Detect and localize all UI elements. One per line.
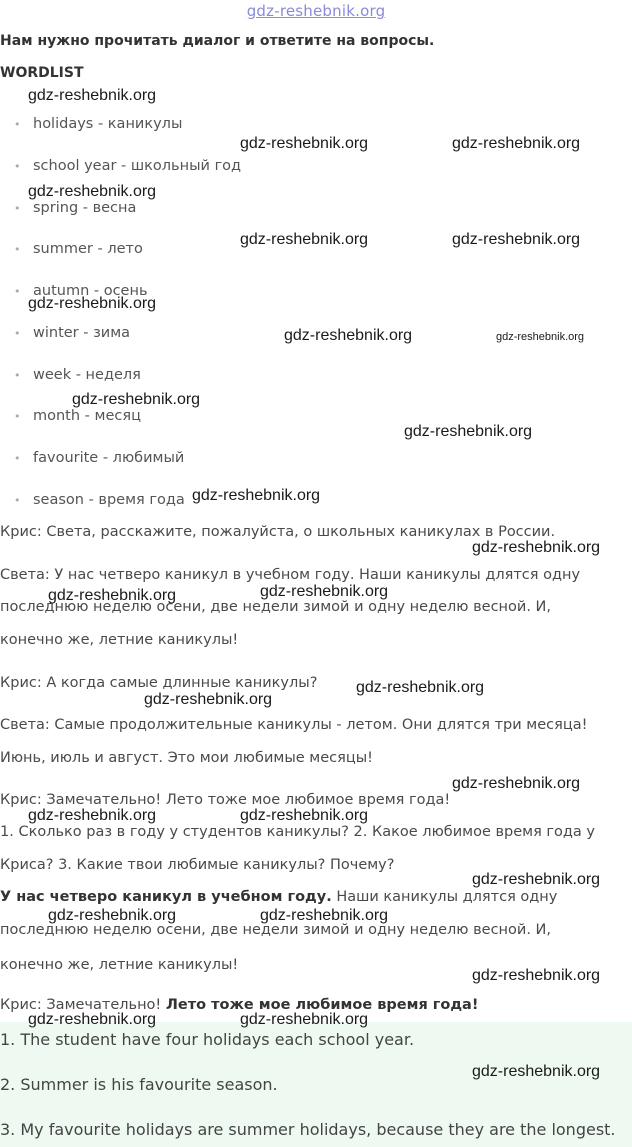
bullet-icon: • [14, 494, 21, 507]
wordlist-item-text: month - месяц [33, 408, 141, 424]
wordlist-item-text: school year - школьный год [33, 158, 242, 174]
wordlist-heading: WORDLIST [0, 65, 84, 81]
watermark: gdz-reshebnik.org [356, 679, 485, 696]
watermark: gdz-reshebnik.org [496, 331, 585, 343]
watermark: gdz-reshebnik.org [240, 231, 369, 248]
watermark: gdz-reshebnik.org [472, 1063, 601, 1080]
answer-line: 2. Summer is his favourite season. [0, 1075, 278, 1094]
wordlist-item [14, 325, 130, 341]
dialogue-line: Крис: Света, расскажите, пожалуйста, о школьных каникулах в России. [0, 524, 556, 540]
highlight-line [0, 889, 557, 905]
wordlist-item [14, 283, 148, 299]
highlight-line: конечно же, летние каникулы! [0, 957, 239, 973]
wordlist-item [14, 408, 141, 424]
bullet-icon: • [14, 118, 21, 131]
watermark: gdz-reshebnik.org [452, 231, 581, 248]
watermark: gdz-reshebnik.org [472, 539, 601, 556]
highlight-bold: Лето тоже мое любимое время года! [165, 997, 479, 1013]
watermark: gdz-reshebnik.org [48, 907, 177, 924]
question-line: Криса? 3. Какие твои любимые каникулы? Почему? [0, 857, 395, 873]
watermark: gdz-reshebnik.org [28, 87, 157, 104]
answer-line: 3. My favourite holidays are summer holidays, because they are the longest. [0, 1120, 616, 1139]
dialogue-line: Июнь, июль и август. Это мои любимые месяцы! [0, 750, 373, 766]
watermark: gdz-reshebnik.org [452, 135, 581, 152]
dialogue-line: Крис: А когда самые длинные каникулы? [0, 675, 318, 691]
watermark: gdz-reshebnik.org [240, 1011, 369, 1028]
wordlist-item-text: week - неделя [33, 367, 141, 383]
watermark: gdz-reshebnik.org [240, 807, 369, 824]
watermark: gdz-reshebnik.org [404, 423, 533, 440]
wordlist-item-text: season - время года [33, 492, 185, 508]
dialogue-line: Крис: Замечательно! Лето тоже мое любимое время года! [0, 792, 451, 808]
highlight-bold: У нас четверо каникул в учебном году. [0, 889, 332, 905]
highlight-line [0, 997, 478, 1013]
answer-line: 1. The student have four holidays each school year. [0, 1030, 415, 1049]
highlight-prefix: Крис: Замечательно! [0, 997, 166, 1013]
highlight-rest: Наши каникулы длятся одну [331, 889, 558, 905]
watermark: gdz-reshebnik.org [192, 487, 321, 504]
wordlist-item-text: winter - зима [33, 325, 131, 341]
task-intro: Нам нужно прочитать диалог и ответите на вопросы. [0, 33, 435, 49]
bullet-icon: • [14, 243, 21, 256]
wordlist-item [14, 450, 184, 466]
question-line: 1. Сколько раз в году у студентов каникулы? 2. Какое любимое время года у [0, 824, 596, 840]
wordlist-item [14, 158, 241, 174]
wordlist-item-text: holidays - каникулы [33, 116, 183, 132]
watermark: gdz-reshebnik.org [28, 295, 157, 312]
bullet-icon: • [14, 327, 21, 340]
wordlist-item-text: spring - весна [33, 200, 137, 216]
wordlist-item-text: summer - лето [33, 241, 143, 257]
wordlist-item [14, 116, 182, 132]
dialogue-line: Света: Самые продолжительные каникулы - летом. Они длятся три месяца! [0, 717, 588, 733]
site-header-link[interactable]: gdz-reshebnik.org [246, 2, 386, 20]
dialogue-line: последнюю неделю осени, две недели зимой и одну неделю весной. И, [0, 599, 551, 615]
bullet-icon: • [14, 410, 21, 423]
bullet-icon: • [14, 202, 21, 215]
bullet-icon: • [14, 369, 21, 382]
watermark: gdz-reshebnik.org [472, 871, 601, 888]
bullet-icon: • [14, 285, 21, 298]
wordlist-item [14, 492, 185, 508]
watermark: gdz-reshebnik.org [72, 391, 201, 408]
watermark: gdz-reshebnik.org [240, 135, 369, 152]
wordlist-item-text: favourite - любимый [33, 450, 185, 466]
watermark: gdz-reshebnik.org [260, 907, 389, 924]
wordlist-item-text: autumn - осень [33, 283, 148, 299]
bullet-icon: • [14, 452, 21, 465]
watermark: gdz-reshebnik.org [28, 1011, 157, 1028]
dialogue-line: конечно же, летние каникулы! [0, 632, 239, 648]
watermark: gdz-reshebnik.org [48, 587, 177, 604]
highlight-line: последнюю неделю осени, две недели зимой и одну неделю весной. И, [0, 922, 551, 938]
watermark: gdz-reshebnik.org [452, 775, 581, 792]
watermark: gdz-reshebnik.org [472, 967, 601, 984]
watermark: gdz-reshebnik.org [260, 583, 389, 600]
wordlist-item [14, 367, 141, 383]
watermark: gdz-reshebnik.org [28, 183, 157, 200]
wordlist-item [14, 241, 143, 257]
watermark: gdz-reshebnik.org [284, 327, 413, 344]
dialogue-line: Света: У нас четверо каникул в учебном году. Наши каникулы длятся одну [0, 567, 581, 583]
watermark: gdz-reshebnik.org [144, 691, 273, 708]
wordlist-item [14, 200, 136, 216]
bullet-icon: • [14, 160, 21, 173]
watermark: gdz-reshebnik.org [28, 807, 157, 824]
